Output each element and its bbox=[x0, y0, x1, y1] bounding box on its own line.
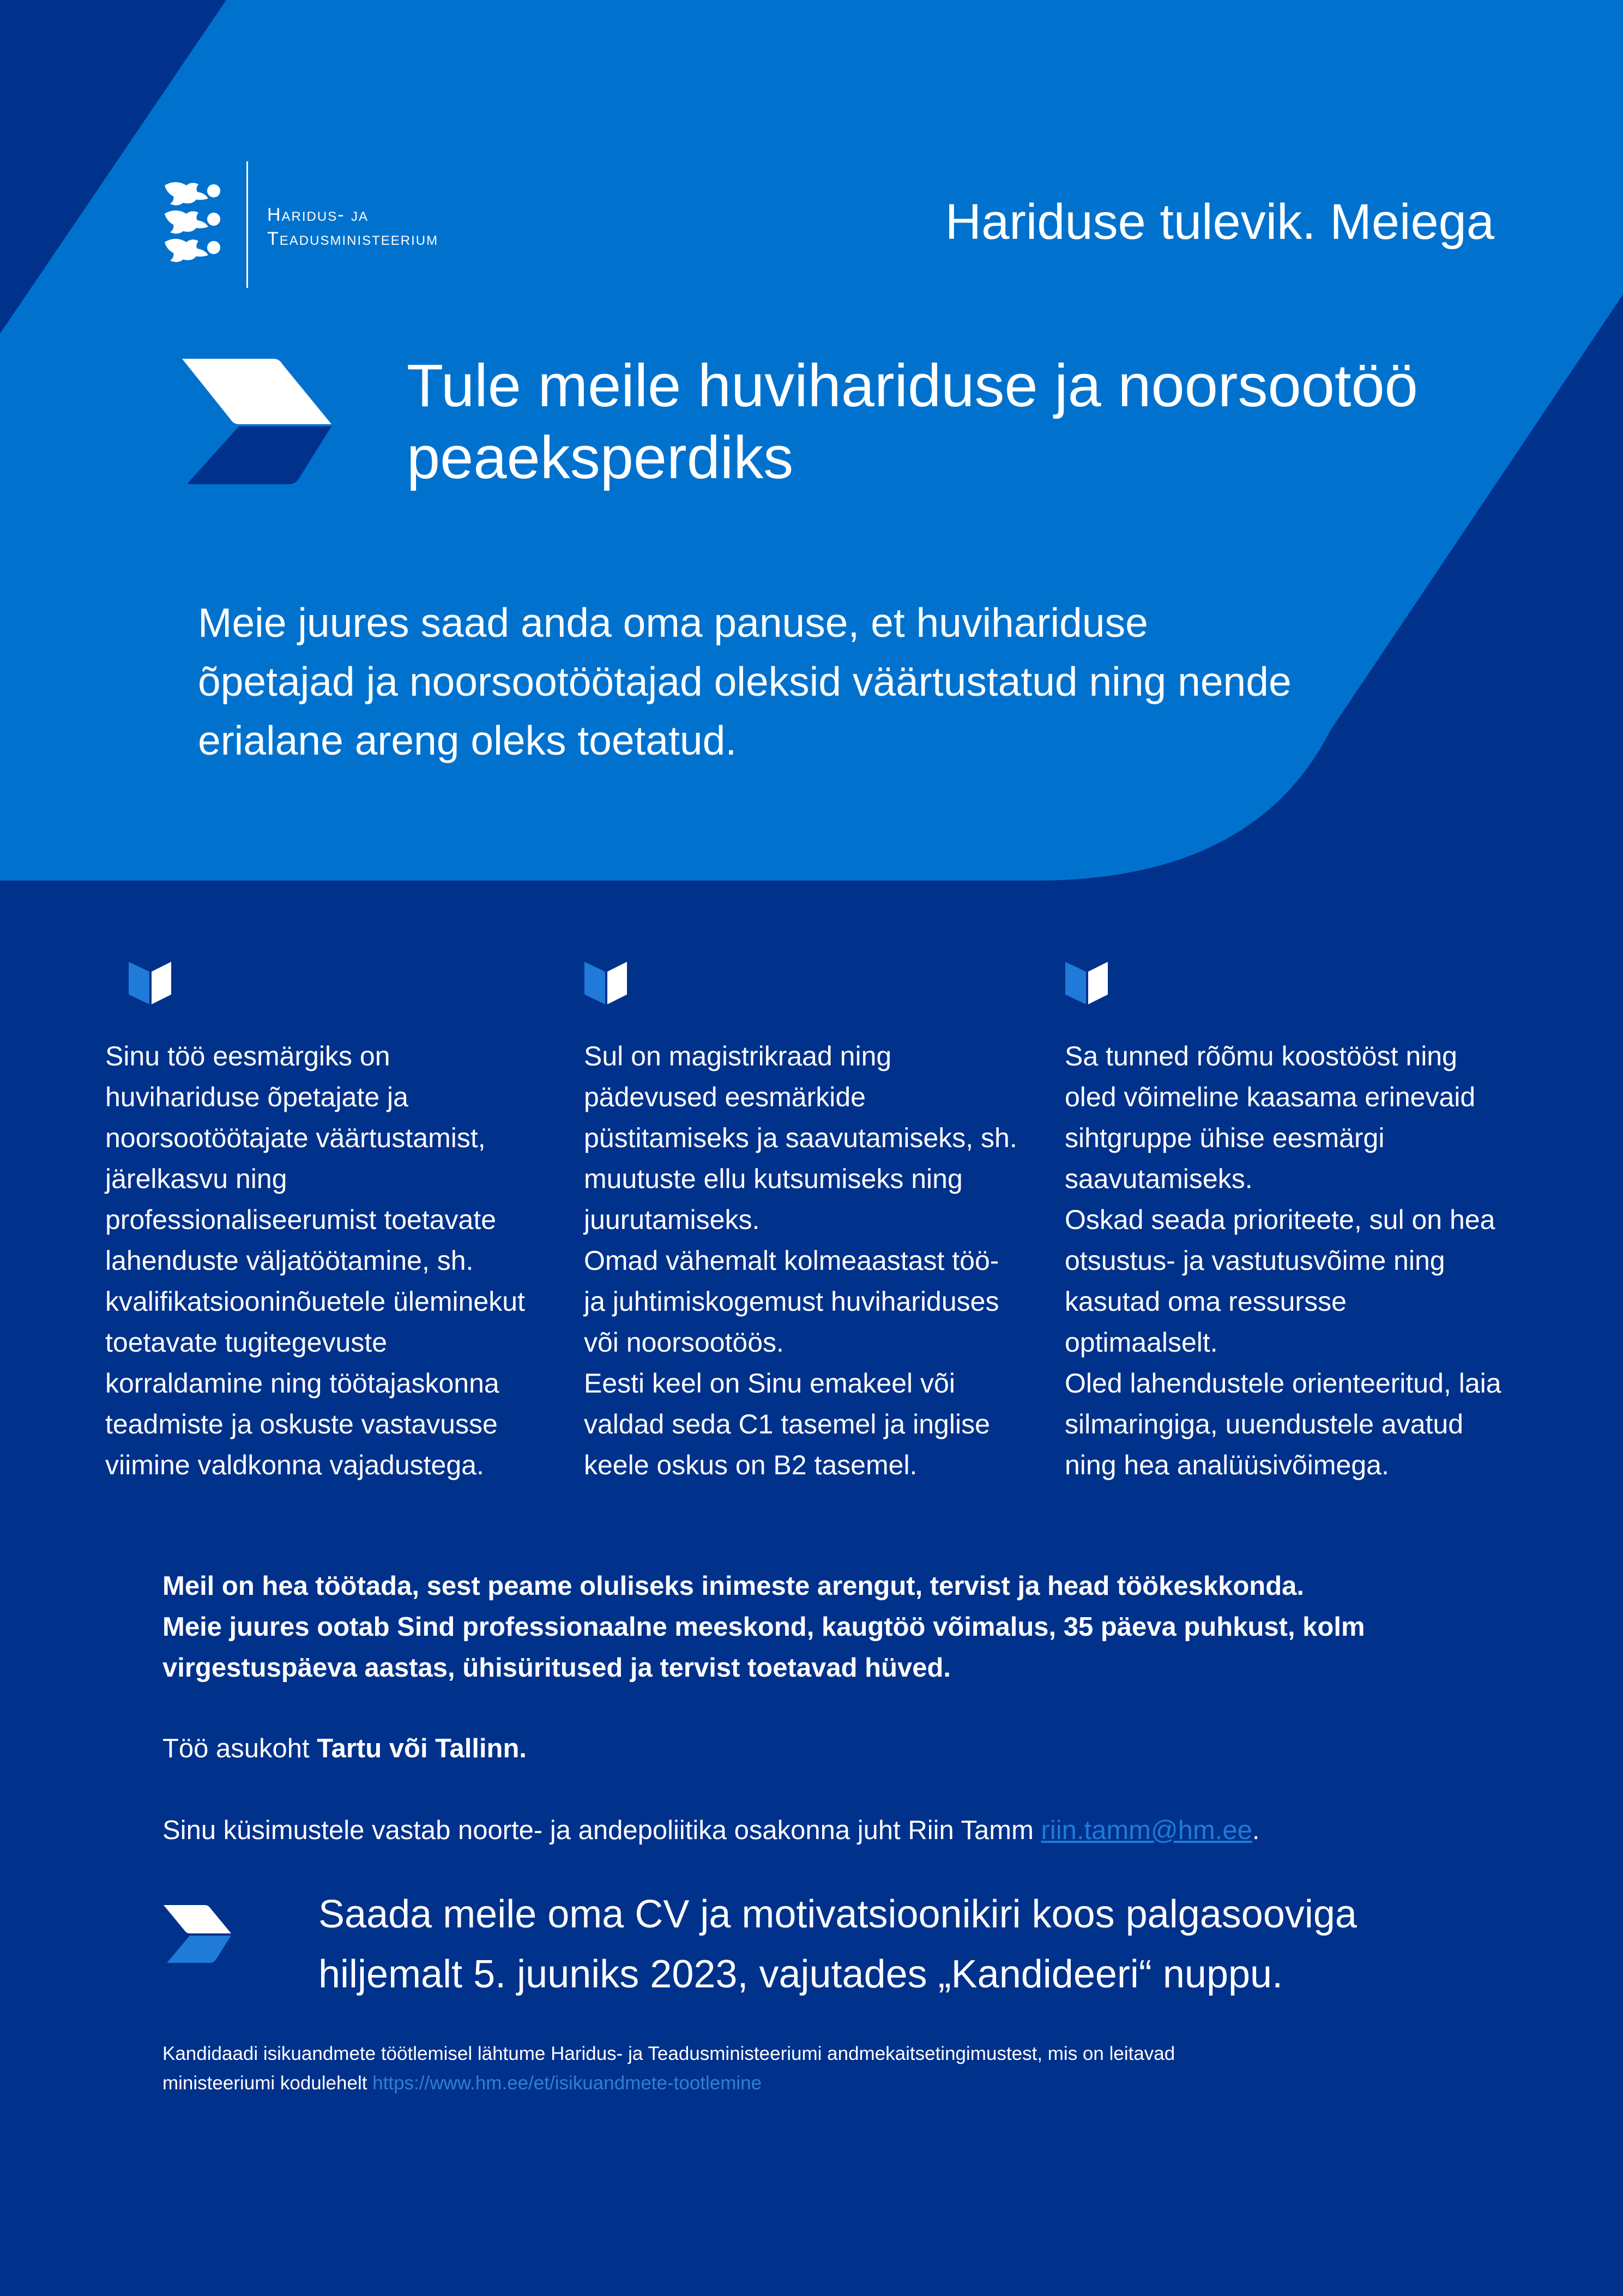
intro-text: Meie juures saad anda oma panuse, et huvihariduse õpetajad ja noorsootöötajad oleksid väärtustatud ning nende erialane areng oleks toetatud. bbox=[198, 600, 1292, 763]
contact-info bbox=[162, 1810, 1260, 1851]
book-icon bbox=[126, 960, 173, 1007]
contact-text: Sinu küsimustele vastab noorte- ja andepoliitika osakonna juht Riin Tamm bbox=[162, 1816, 1041, 1845]
ministry-logo-text bbox=[267, 203, 438, 251]
column-qualities bbox=[1065, 1036, 1506, 1486]
logo-line-1: Haridus- ja bbox=[267, 204, 369, 225]
cta-line-1: Saada meile oma CV ja motivatsioonikiri koos palgasooviga bbox=[318, 1893, 1357, 1936]
location-label: Töö asukoht bbox=[162, 1734, 317, 1763]
column-paragraph: Oled lahendustele orienteeritud, laia silmaringiga, uuendustele avatud ning hea analüüsivõimega. bbox=[1065, 1368, 1501, 1480]
footnote-line-2 bbox=[162, 2069, 1471, 2098]
column-paragraph: Oskad seada prioriteete, sul on hea otsustus- ja vastutusvõime ning kasutad oma ressursse optimaalselt. bbox=[1065, 1204, 1495, 1358]
location-value: Tartu või Tallinn. bbox=[317, 1734, 527, 1763]
small-chevron-icon bbox=[162, 1903, 233, 1968]
book-icon bbox=[1063, 960, 1110, 1007]
tagline: Hariduse tulevik. Meiega bbox=[945, 194, 1494, 250]
job-location bbox=[162, 1728, 527, 1769]
benefits-text bbox=[162, 1566, 1471, 1689]
privacy-policy-link[interactable]: https://www.hm.ee/et/isikuandmete-tootlemine bbox=[372, 2072, 762, 2094]
benefits-line-1: Meil on hea töötada, sest peame oluliseks inimeste arengut, tervist ja head töökeskkonda. bbox=[162, 1571, 1305, 1601]
logo-divider bbox=[246, 161, 248, 288]
cta-line-2: hiljemalt 5. juuniks 2023, vajutades „Kandideeri“ nuppu. bbox=[318, 1952, 1283, 1996]
logo-line-2: Teadusministeerium bbox=[267, 228, 439, 249]
chevron-arrow-icon bbox=[182, 358, 335, 492]
column-requirements bbox=[584, 1036, 1025, 1486]
page-title: Tule meile huvihariduse ja noorsootöö peaeksperdiks bbox=[407, 352, 1418, 491]
contact-end: . bbox=[1252, 1816, 1260, 1845]
three-lions-crest-icon bbox=[159, 180, 230, 267]
column-paragraph: Sinu töö eesmärgiks on huvihariduse õpetajate ja noorsootöötajate väärtustamist, järelkasvu ning professionaliseerumist toetavate lahenduste väljatöötamine, sh. kvalifikatsiooninõuetele üleminekut toetavate tugitegevuste korraldamine ning töötajaskonna teadmiste ja oskuste vastavusse viimine valdkonna vajadustega. bbox=[105, 1041, 525, 1480]
privacy-footnote bbox=[162, 2039, 1471, 2098]
benefits-line-2: Meie juures ootab Sind professionaalne meeskond, kaugtöö võimalus, 35 päeva puhkust, kolm virgestuspäeva aastas, ühisüritused ja tervist toetavad hüved. bbox=[162, 1612, 1365, 1683]
footnote-line-2-text: ministeeriumi kodulehelt bbox=[162, 2072, 373, 2094]
book-icon bbox=[582, 960, 629, 1007]
column-paragraph: Sul on magistrikraad ning pädevused eesmärkide püstitamiseks ja saavutamiseks, sh. muutuste ellu kutsumiseks ning juurutamiseks. bbox=[584, 1041, 1017, 1235]
footnote-line-1: Kandidaadi isikuandmete töötlemisel lähtume Haridus- ja Teadusministeeriumi andmekaitsetingimustest, mis on leitavad bbox=[162, 2043, 1175, 2064]
column-job-goal bbox=[105, 1036, 547, 1486]
column-paragraph: Eesti keel on Sinu emakeel või valdad seda C1 tasemel ja inglise keele oskus on B2 tasemel. bbox=[584, 1368, 990, 1480]
call-to-action bbox=[318, 1884, 1518, 2004]
column-paragraph: Omad vähemalt kolmeaastast töö- ja juhtimiskogemust huvihariduses või noorsootöös. bbox=[584, 1245, 999, 1358]
column-paragraph: Sa tunned rõõmu koostööst ning oled võimeline kaasama erinevaid sihtgruppe ühise eesmärgi saavutamiseks. bbox=[1065, 1041, 1476, 1194]
contact-email-link[interactable]: riin.tamm@hm.ee bbox=[1041, 1816, 1252, 1845]
